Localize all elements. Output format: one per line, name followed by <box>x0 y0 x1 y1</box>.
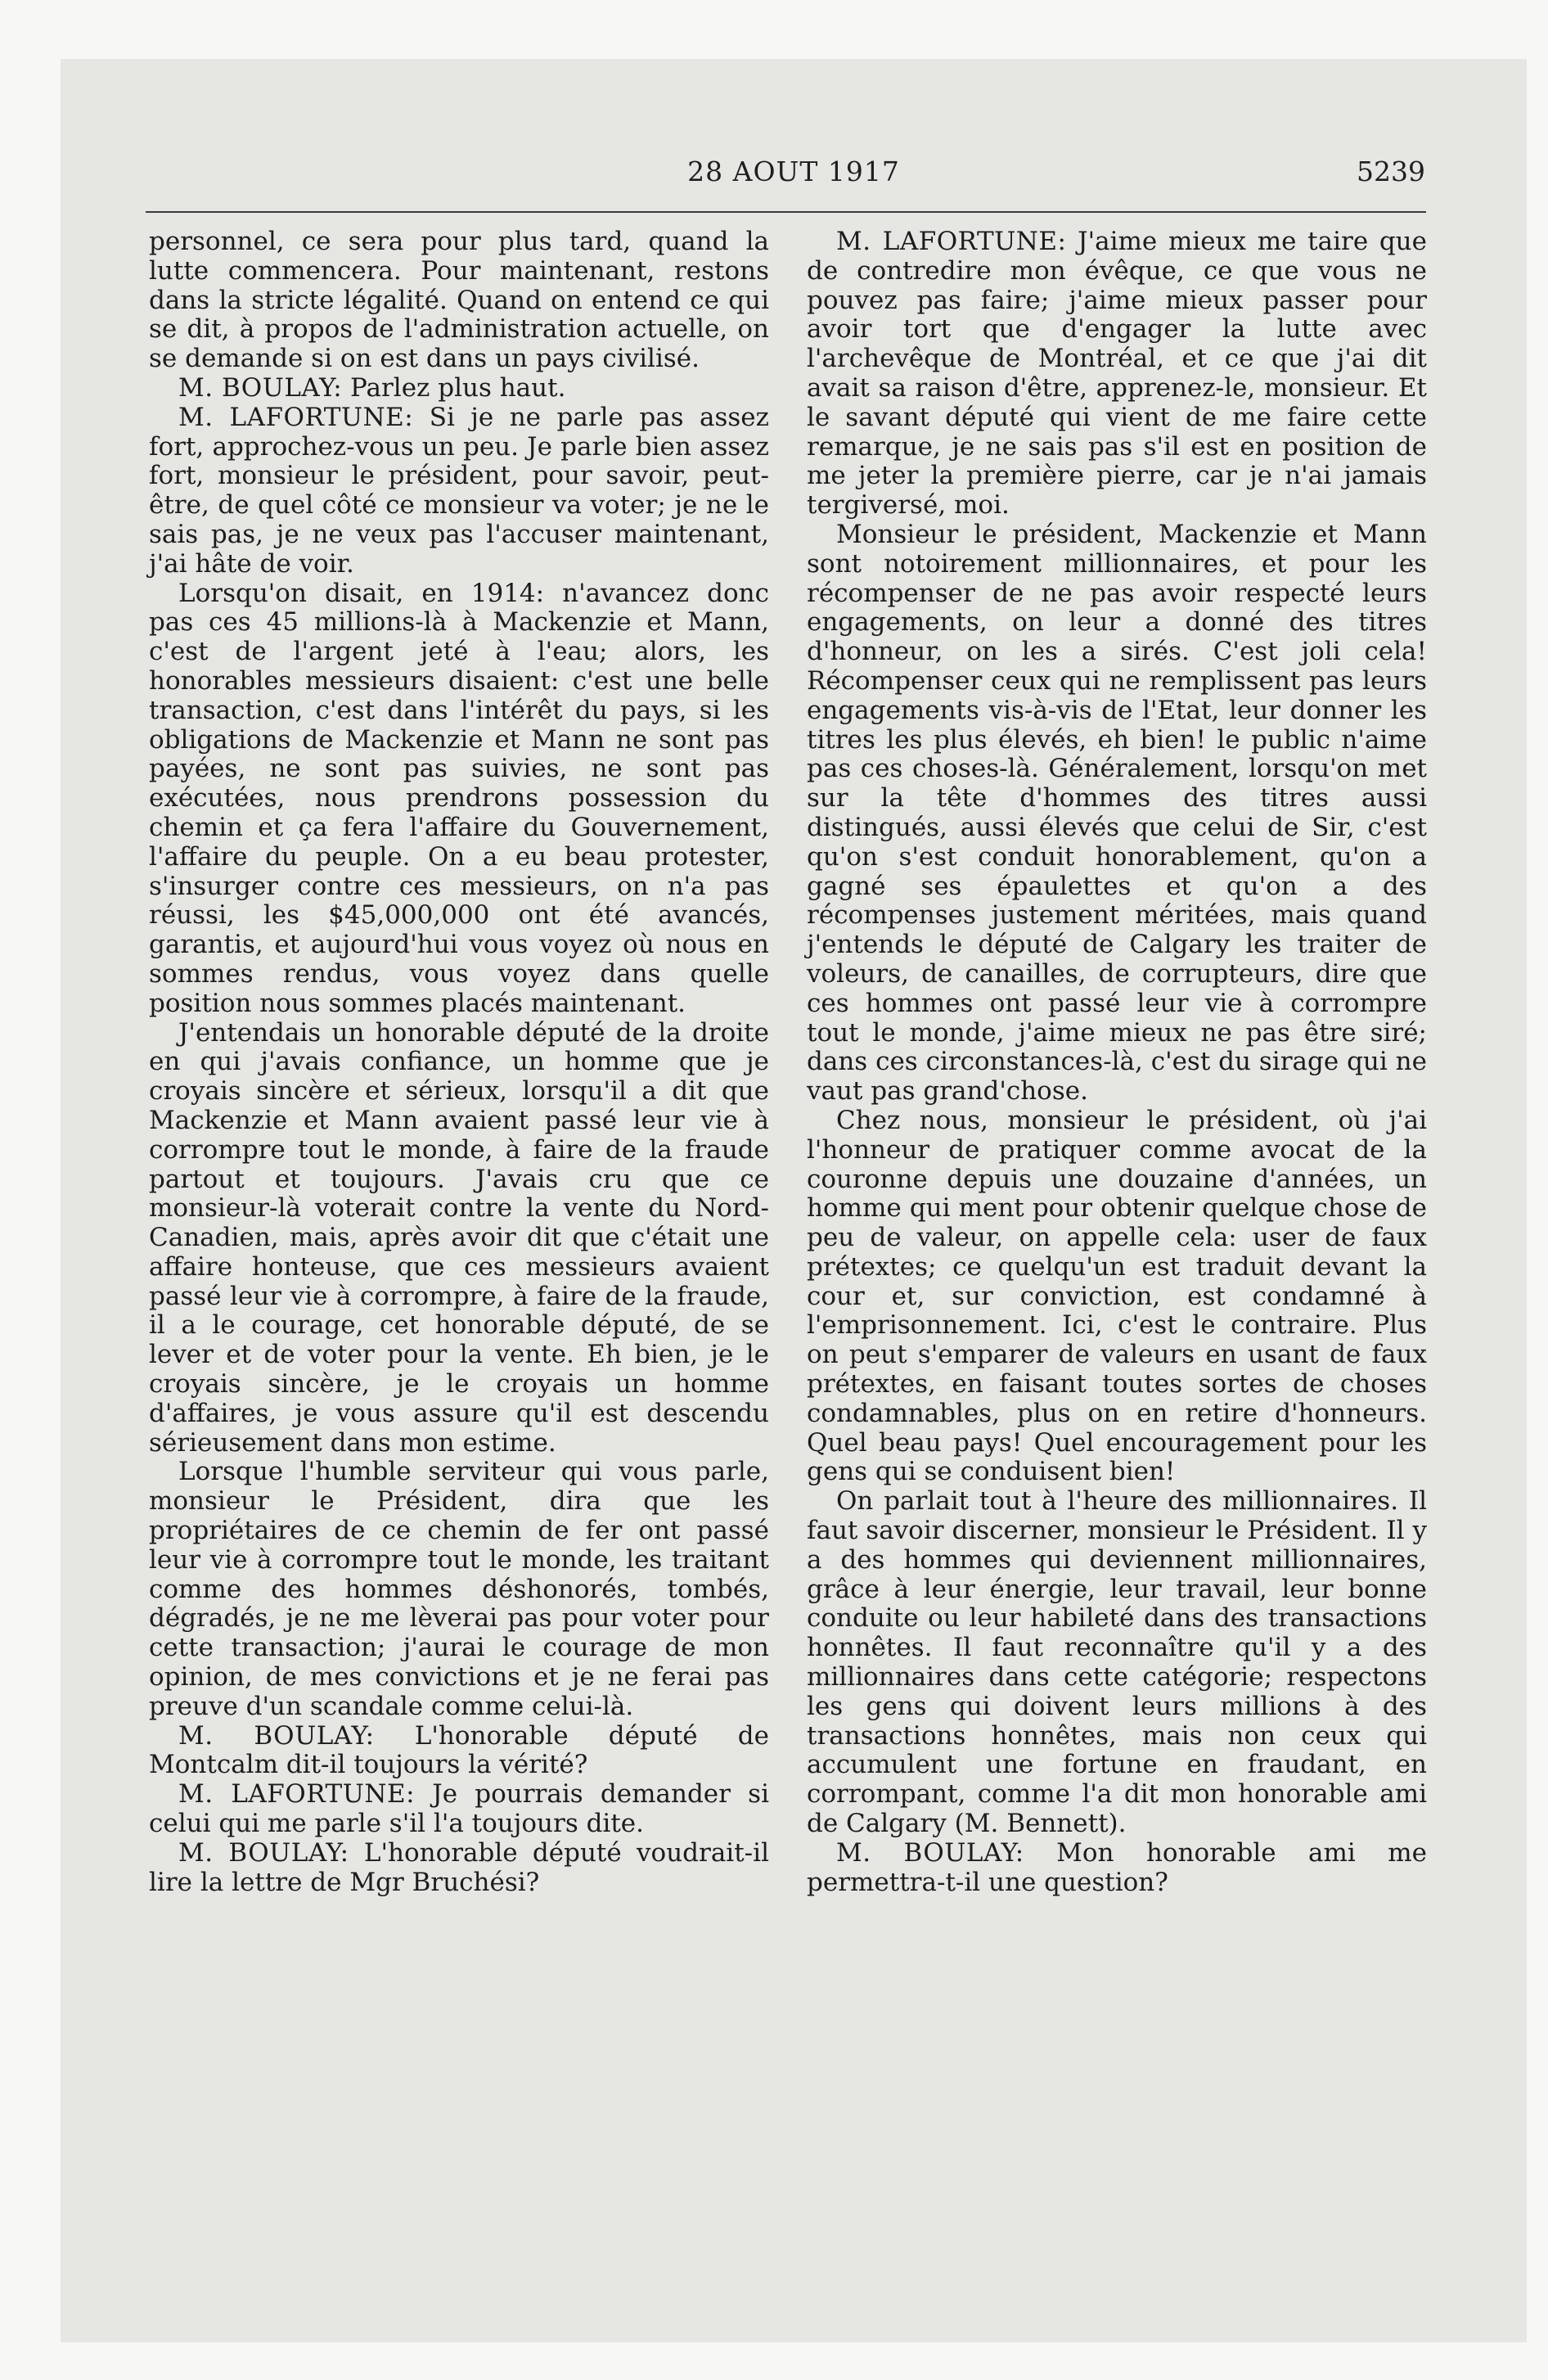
speaker-label: M. BOULAY: <box>178 372 343 403</box>
paragraph <box>807 1487 1427 1839</box>
speaker-label: M. LAFORTUNE: <box>836 227 1067 256</box>
paragraph <box>149 403 769 579</box>
paragraph-text: L'honorable député voudrait-il lire la lettre de Mgr Bruchési? <box>149 1837 769 1897</box>
paragraph-text: Je pourrais demander si celui qui me parle s'il l'a toujours dite. <box>149 1779 769 1839</box>
paragraph-text: personnel, ce sera pour plus tard, quand la lutte commencera. Pour maintenant, restons dans la stricte légalité. Quand on entend ce qui se dit, à propos de l'administration actuelle, on se demande si on est dans un pays civilisé. <box>149 227 769 374</box>
paragraph <box>807 521 1427 1107</box>
paragraph-text: Lorsque l'humble serviteur qui vous parle, monsieur le Président, dira que les propriétaires de ce chemin de fer ont passé leur vie à corrompre tout le monde, les traitant comme des hommes déshonorés, tombés, dégradés, je ne me lèverai pas pour voter pour cette transaction; j'aurai le courage de mon opinion, de mes convictions et je ne ferai pas preuve d'un scandale comme celui-là. <box>149 1457 769 1721</box>
paragraph <box>149 579 769 1019</box>
running-head <box>61 156 1527 196</box>
paragraph-text: Si je ne parle pas assez fort, approchez-vous un peu. Je parle bien assez fort, monsieur le président, pour savoir, peut-être, de quel côté ce monsieur va voter; je ne le sais pas, je ne veux pas l'accuser maintenant, j'ai hâte de voir. <box>149 402 769 579</box>
paragraph <box>149 1722 769 1781</box>
speaker-label: M. BOULAY: <box>178 1720 375 1751</box>
paragraph-text: Lorsqu'on disait, en 1914: n'avancez donc pas ces 45 millions-là à Mackenzie et Mann, c'est de l'argent jeté à l'eau; alors, les honorables messieurs disaient: c'est une belle transaction, c'est dans l'intérêt du pays, si les obligations de Mackenzie et Mann ne sont pas payées, ne sont pas suivies, ne sont pas exécutées, nous prendrons possession du chemin et ça fera l'affaire du Gouvernement, l'affaire du peuple. On a eu beau protester, s'insurger contre ces messieurs, on n'a pas réussi, les $45,000,000 ont été avancés, garantis, et aujourd'hui vous voyez où nous en sommes rendus, vous voyez dans quelle position nous sommes placés maintenant. <box>149 578 769 1018</box>
paragraph <box>807 1839 1427 1898</box>
header-rule <box>146 211 1426 213</box>
paragraph <box>149 1458 769 1721</box>
paragraph <box>149 374 769 403</box>
page-number: 5239 <box>1357 156 1425 187</box>
paragraph-text: J'aime mieux me taire que de contredire mon évêque, ce que vous ne pouvez pas faire; j'aime mieux passer pour avoir tort que d'engager la lutte avec l'archevêque de Montréal, et ce que j'ai dit avait sa raison d'être, apprenez-le, monsieur. Et le savant député qui vient de me faire cette remarque, je ne sais pas s'il est en position de me jeter la première pierre, car je n'ai jamais tergiversé, moi. <box>807 227 1427 521</box>
speaker-label: M. BOULAY: <box>178 1837 349 1868</box>
paragraph-text: J'entendais un honorable député de la droite en qui j'avais confiance, un homme que je croyais sincère et sérieux, lorsqu'il a dit que Mackenzie et Mann avaient passé leur vie à corrompre tout le monde, à faire de la fraude partout et toujours. J'avais cru que ce monsieur-là voterait contre la vente du Nord-Canadien, mais, après avoir dit que c'était une affaire honteuse, que ces messieurs avaient passé leur vie à corrompre, à faire de la fraude, il a le courage, cet honorable député, de se lever et de voter pour la vente. Eh bien, je le croyais sincère, je le croyais un homme d'affaires, je vous assure qu'il est descendu sérieusement dans mon estime. <box>149 1017 769 1458</box>
speaker-label: M. LAFORTUNE: <box>178 402 414 432</box>
left-column <box>149 228 769 1897</box>
paragraph-text: Parlez plus haut. <box>350 372 566 403</box>
paragraph <box>149 228 769 374</box>
paragraph <box>149 1780 769 1839</box>
right-column <box>807 228 1427 1897</box>
paragraph-text: On parlait tout à l'heure des millionnaires. Il faut savoir discerner, monsieur le Président. Il y a des hommes qui deviennent millionnaires, grâce à leur énergie, leur travail, leur bonne conduite ou leur habileté dans des transactions honnêtes. Il faut reconnaître qu'il y a des millionnaires dans cette catégorie; respectons les gens qui doivent leurs millions à des transactions honnêtes, mais non ceux qui accumulent une fortune en fraudant, en corrompant, comme l'a dit mon honorable ami de Calgary (M. Bennett). <box>807 1486 1427 1839</box>
paragraph-text: Monsieur le président, Mackenzie et Mann sont notoirement millionnaires, et pour les récompenser de ne pas avoir respecté leurs engagements, on leur a donné des titres d'honneur, on les a sirés. C'est joli cela! Récompenser ceux qui ne remplissent pas leurs engagements vis-à-vis de l'Etat, leur donner les titres les plus élevés, eh bien! le public n'aime pas ces choses-là. Généralement, lorsqu'on met sur la tête d'hommes des titres aussi distingués, aussi élevés que celui de Sir, c'est qu'on s'est conduit honorablement, qu'on a gagné ses épaulettes et qu'on a des récompenses justement méritées, mais quand j'entends le député de Calgary les traiter de voleurs, de canailles, de corrupteurs, dire que ces hommes ont passé leur vie à corrompre tout le monde, j'aime mieux ne pas être siré; dans ces circonstances-là, c'est du sirage qui ne vaut pas grand'chose. <box>807 519 1427 1107</box>
paragraph-text: Mon honorable ami me permettra-t-il une question? <box>807 1837 1427 1897</box>
speaker-label: M. LAFORTUNE: <box>178 1779 416 1810</box>
paragraph-text: Chez nous, monsieur le président, où j'ai l'honneur de pratiquer comme avocat de la couronne depuis une douzaine d'années, un homme qui ment pour obtenir quelque chose de peu de valeur, on appelle cela: user de faux prétextes; ce quelqu'un est traduit devant la cour et, sur conviction, est condamné à l'emprisonnement. Ici, c'est le contraire. Plus on peut s'emparer de valeurs en usant de faux prétextes, en faisant toutes sortes de choses condamnables, plus on en retire d'honneurs. Quel beau pays! Quel encouragement pour les gens qui se conduisent bien! <box>807 1105 1427 1487</box>
paragraph <box>807 228 1427 521</box>
speaker-label: M. BOULAY: <box>836 1837 1024 1868</box>
paragraph <box>149 1839 769 1898</box>
paragraph <box>807 1107 1427 1487</box>
scanned-page <box>61 59 1527 2342</box>
paragraph-text: L'honorable député de Montcalm dit-il toujours la vérité? <box>149 1720 769 1780</box>
paragraph <box>149 1019 769 1458</box>
page-date: 28 AOUT 1917 <box>687 156 900 187</box>
